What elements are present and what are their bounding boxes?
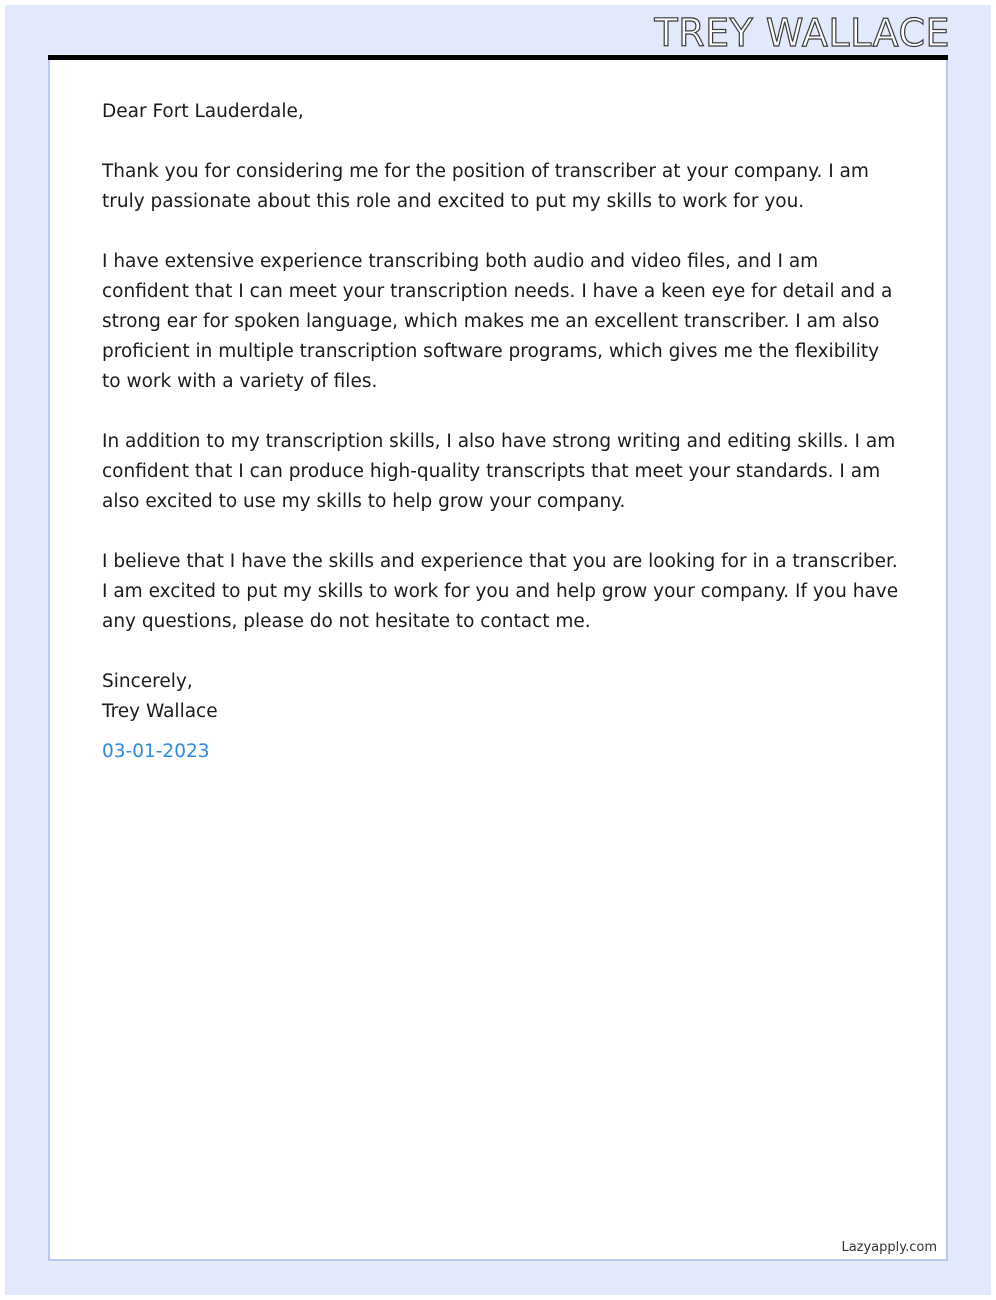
- footer-brand: Lazyapply.com: [841, 1240, 937, 1255]
- cover-letter-body: [102, 97, 902, 767]
- paragraph-1: Thank you for considering me for the position of transcriber at your company. I am truly passionate about this role and excited to put my skills to work for you.: [102, 161, 869, 212]
- signature: Trey Wallace: [102, 701, 218, 722]
- letter-page: [48, 60, 948, 1261]
- paragraph-4: I believe that I have the skills and experience that you are looking for in a transcriber. I am excited to put my skills to work for you and help grow your company. If you have any questions, please do not hesitate to contact me.: [102, 551, 899, 632]
- paragraph-3: In addition to my transcription skills, I also have strong writing and editing skills. I am confident that I can produce high-quality transcripts that meet your standards. I am also excited to use my skills to help grow your company.: [102, 431, 896, 512]
- applicant-name-header: TREY WALLACE: [654, 11, 950, 55]
- paragraph-2: I have extensive experience transcribing both audio and video files, and I am confident that I can meet your transcription needs. I have a keen eye for detail and a strong ear for spoken language, which makes me an excellent transcriber. I am also proficient in multiple transcription software programs, which gives me the flexibility to work with a variety of files.: [102, 251, 893, 392]
- letter-date: 03-01-2023: [102, 741, 210, 762]
- closing-block: [102, 667, 902, 767]
- closing: Sincerely,: [102, 671, 193, 692]
- salutation: Dear Fort Lauderdale,: [102, 101, 304, 122]
